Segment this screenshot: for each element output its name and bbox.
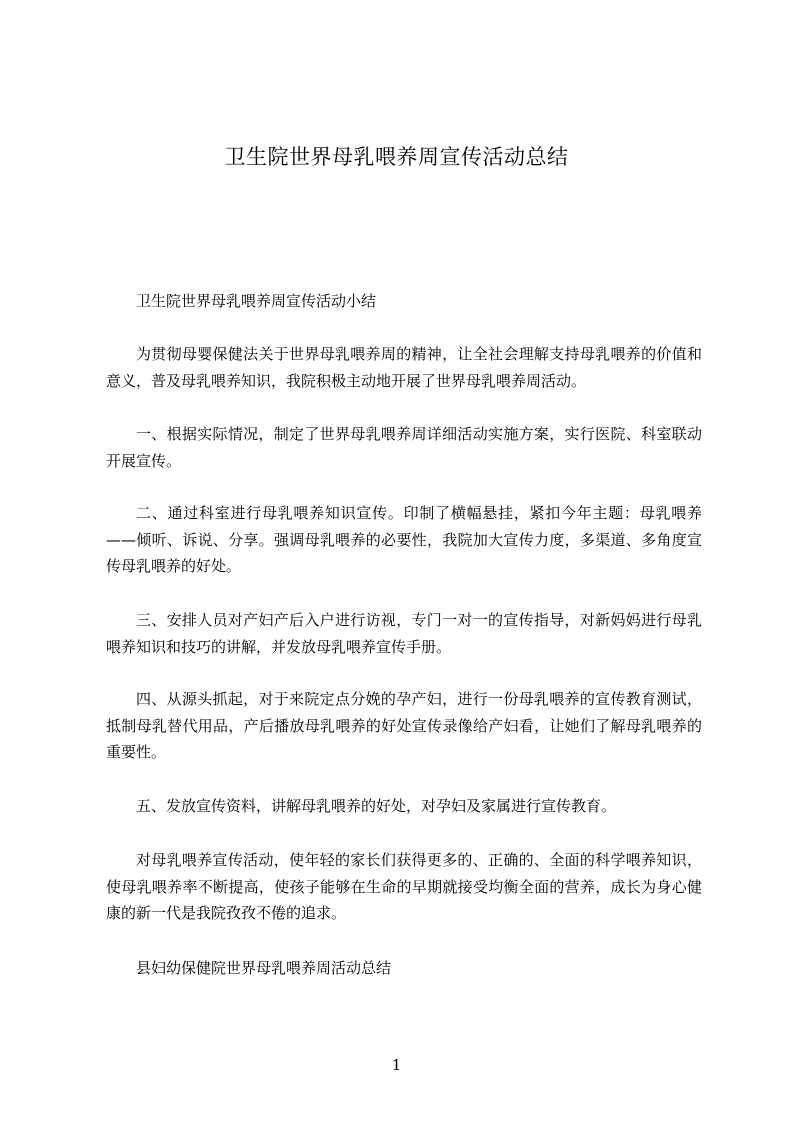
paragraph-intro: 为贯彻母婴保健法关于世界母乳喂养周的精神，让全社会理解支持母乳喂养的价值和意义，普及母乳喂养知识，我院积极主动地开展了世界母乳喂养周活动。 xyxy=(106,345,702,390)
paragraph-item-5: 五、发放宣传资料，讲解母乳喂养的好处，对孕妇及家属进行宣传教育。 xyxy=(136,797,617,815)
paragraph-item-3: 三、安排人员对产妇产后入户进行访视，专门一对一的宣传指导，对新妈妈进行母乳喂养知识和技巧的讲解，并发放母乳喂养宣传手册。 xyxy=(106,611,702,656)
paragraph-subtitle: 卫生院世界母乳喂养周宣传活动小结 xyxy=(136,292,377,310)
paragraph-conclusion: 对母乳喂养宣传活动，使年轻的家长们获得更多的、正确的、全面的科学喂养知识，使母乳喂养率不断提高，使孩子能够在生命的早期就接受均衡全面的营养，成长为身心健康的新一代是我院孜孜不倦的追求。 xyxy=(106,851,702,922)
paragraph-item-4: 四、从源头抓起，对于来院定点分娩的孕产妇，进行一份母乳喂养的宣传教育测试，抵制母乳替代用品，产后播放母乳喂养的好处宣传录像给产妇看，让她们了解母乳喂养的重要性。 xyxy=(106,690,702,761)
paragraph-item-1: 一、根据实际情况，制定了世界母乳喂养周详细活动实施方案，实行医院、科室联动开展宣传。 xyxy=(106,425,702,470)
paragraph-next-heading: 县妇幼保健院世界母乳喂养周活动总结 xyxy=(136,959,392,977)
page-number: 1 xyxy=(391,1056,402,1074)
paragraph-item-2: 二、通过科室进行母乳喂养知识宣传。印制了横幅悬挂，紧扣今年主题：母乳喂养——倾听、诉说、分享。强调母乳喂养的必要性，我院加大宣传力度，多渠道、多角度宣传母乳喂养的好处。 xyxy=(106,504,702,575)
document-title: 卫生院世界母乳喂养周宣传活动总结 xyxy=(224,145,569,169)
